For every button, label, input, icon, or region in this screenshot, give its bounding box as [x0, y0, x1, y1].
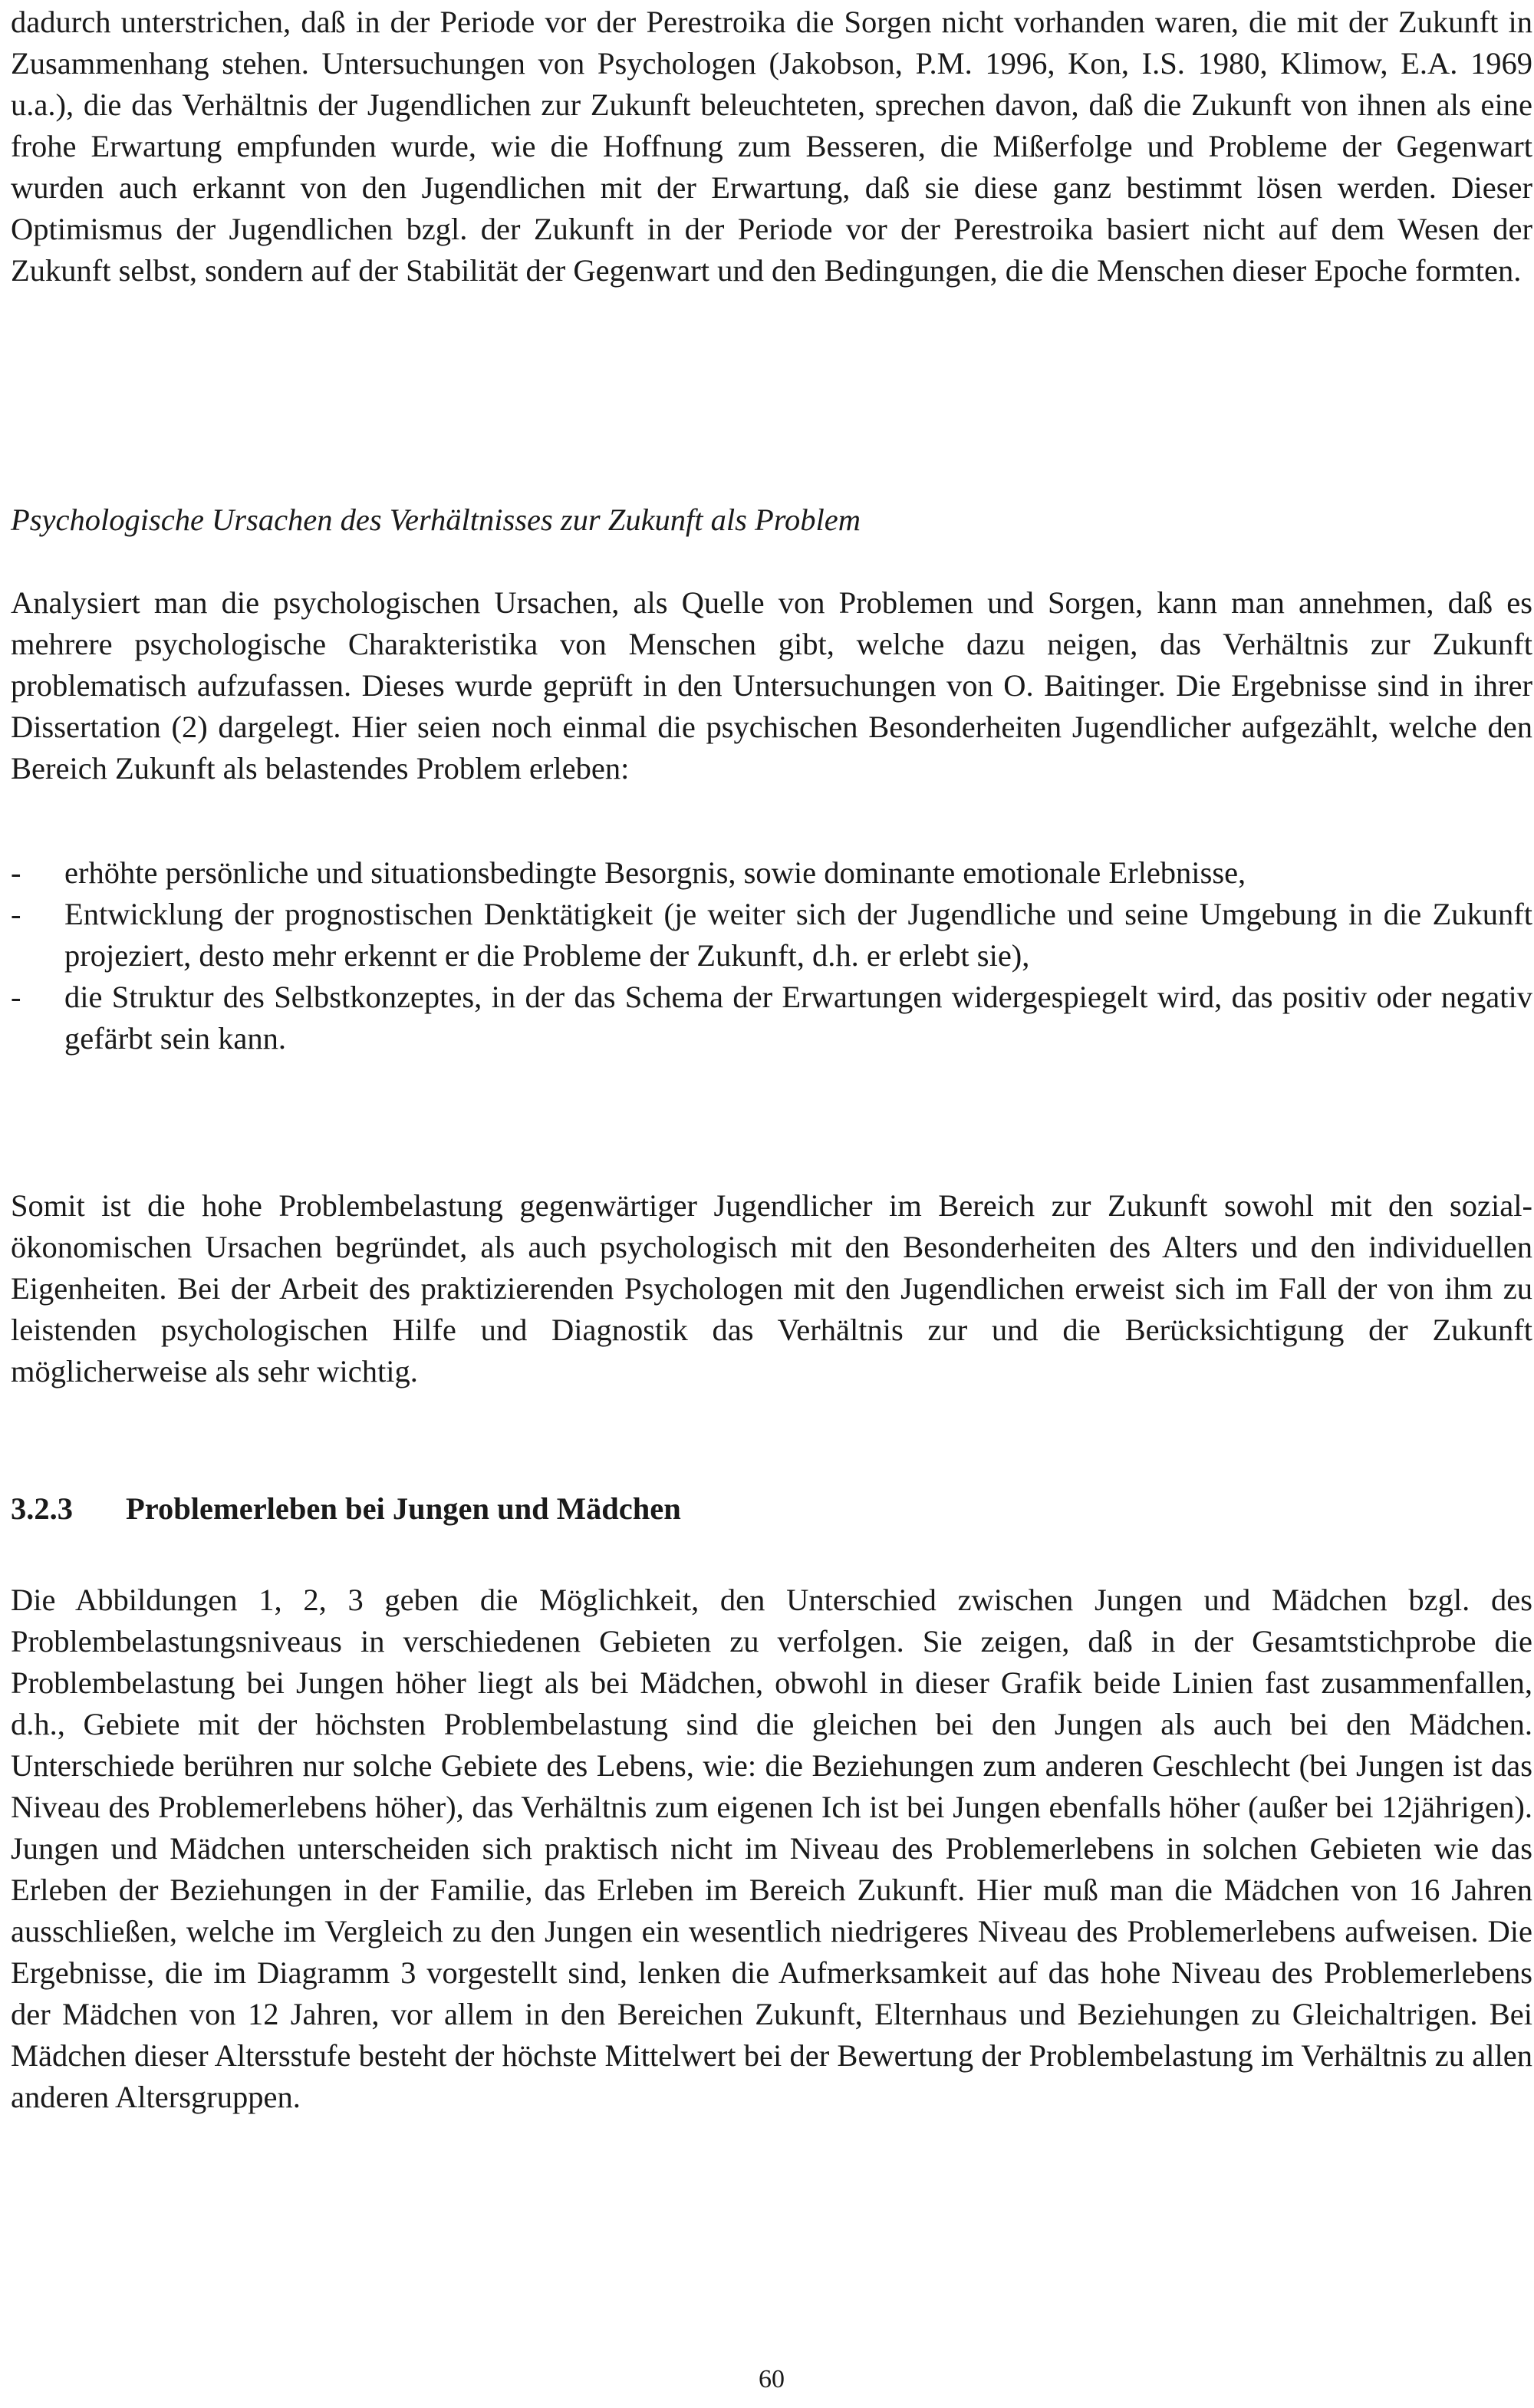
bullet-list [11, 852, 1532, 1059]
paragraph-2: Analysiert man die psychologischen Ursachen, als Quelle von Problemen und Sorgen, kann man annehmen, daß es mehrere psychologische Charakteristika von Menschen gibt, welche dazu neigen, das Verhältnis zur Zukunft problematisch aufzufassen. Dieses wurde geprüft in den Untersuchungen von O. Baitinger. Die Ergebnisse sind in ihrer Dissertation (2) dargelegt. Hier seien noch einmal die psychischen Besonderheiten Jugendlicher aufgezählt, welche den Bereich Zukunft als belastendes Problem erleben: [11, 585, 1532, 786]
list-item-text: Entwicklung der prognostischen Denktätigkeit (je weiter sich der Jugendliche und seine Umgebung in die Zukunft projeziert, desto mehr erkennt er die Probleme der Zukunft, d.h. er erlebt sie), [64, 897, 1532, 973]
paragraph-1: dadurch unterstrichen, daß in der Periode vor der Perestroika die Sorgen nicht vorhanden waren, die mit der Zukunft in Zusammenhang stehen. Untersuchungen von Psychologen (Jakobson, P.M. 1996, Kon, I.S. 1980, Klimow, E.A. 1969 u.a.), die das Verhältnis der Jugendlichen zur Zukunft beleuchteten, sprechen davon, daß die Zukunft von ihnen als eine frohe Erwartung empfunden wurde, wie die Hoffnung zum Besseren, die Mißerfolge und Probleme der Gegenwart wurden auch erkannt von den Jugendlichen mit der Erwartung, daß sie diese ganz bestimmt lösen werden. Dieser Optimismus der Jugendlichen bzgl. der Zukunft in der Periode vor der Perestroika basiert nicht auf dem Wesen der Zukunft selbst, sondern auf der Stabilität der Gegenwart und den Bedingungen, die die Menschen dieser Epoche formten. [11, 5, 1532, 288]
list-dash: - [11, 855, 21, 890]
page-number: 60 [759, 2365, 785, 2393]
section-title: Problemerleben bei Jungen und Mädchen [126, 1491, 681, 1526]
section-heading [11, 1488, 681, 1530]
list-item-text: die Struktur des Selbstkonzeptes, in der das Schema der Erwartungen widergespiegelt wird, das positiv oder negativ gefärbt sein kann. [64, 980, 1532, 1056]
list-item [11, 894, 1532, 977]
list-dash: - [11, 980, 21, 1014]
list-dash: - [11, 897, 21, 931]
italic-subheading: Psychologische Ursachen des Verhältnisses zur Zukunft als Problem [11, 502, 861, 537]
paragraph-3: Somit ist die hohe Problembelastung gegenwärtiger Jugendlicher im Bereich zur Zukunft sowohl mit den sozial-ökonomischen Ursachen begründet, als auch psychologisch mit den Besonderheiten des Alters und den individuellen Eigenheiten. Bei der Arbeit des praktizierenden Psychologen mit den Jugendlichen erweist sich im Fall der von ihm zu leistenden psychologischen Hilfe und Diagnostik das Verhältnis zur und die Berücksichtigung der Zukunft möglicherweise als sehr wichtig. [11, 1188, 1532, 1388]
section-number: 3.2.3 [11, 1491, 73, 1526]
paragraph-4: Die Abbildungen 1, 2, 3 geben die Möglichkeit, den Unterschied zwischen Jungen und Mädchen bzgl. des Problembelastungsniveaus in verschiedenen Gebieten zu verfolgen. Sie zeigen, daß in der Gesamtstichprobe die Problembelastung bei Jungen höher liegt als bei Mädchen, obwohl in dieser Grafik beide Linien fast zusammenfallen, d.h., Gebiete mit der höchsten Problembelastung sind die gleichen bei den Jungen als auch bei den Mädchen. Unterschiede berühren nur solche Gebiete des Lebens, wie: die Beziehungen zum anderen Geschlecht (bei Jungen ist das Niveau des Problemerlebens höher), das Verhältnis zum eigenen Ich ist bei Jungen ebenfalls höher (außer bei 12jährigen). Jungen und Mädchen unterscheiden sich praktisch nicht im Niveau des Problemerlebens in solchen Gebieten wie das Erleben der Beziehungen in der Familie, das Erleben im Bereich Zukunft. Hier muß man die Mädchen von 16 Jahren ausschließen, welche im Vergleich zu den Jungen ein wesentlich niedrigeres Niveau des Problemerlebens aufweisen. Die Ergebnisse, die im Diagramm 3 vorgestellt sind, lenken die Aufmerksamkeit auf das hohe Niveau des Problemerlebens der Mädchen von 12 Jahren, vor allem in den Bereichen Zukunft, Elternhaus und Beziehungen zu Gleichaltrigen. Bei Mädchen dieser Altersstufe besteht der höchste Mittelwert bei der Bewertung der Problembelastung im Verhältnis zu allen anderen Altersgruppen. [11, 1583, 1532, 2114]
list-item-text: erhöhte persönliche und situationsbedingte Besorgnis, sowie dominante emotionale Erlebnisse, [64, 855, 1246, 890]
list-item [11, 977, 1532, 1059]
list-item [11, 852, 1532, 894]
